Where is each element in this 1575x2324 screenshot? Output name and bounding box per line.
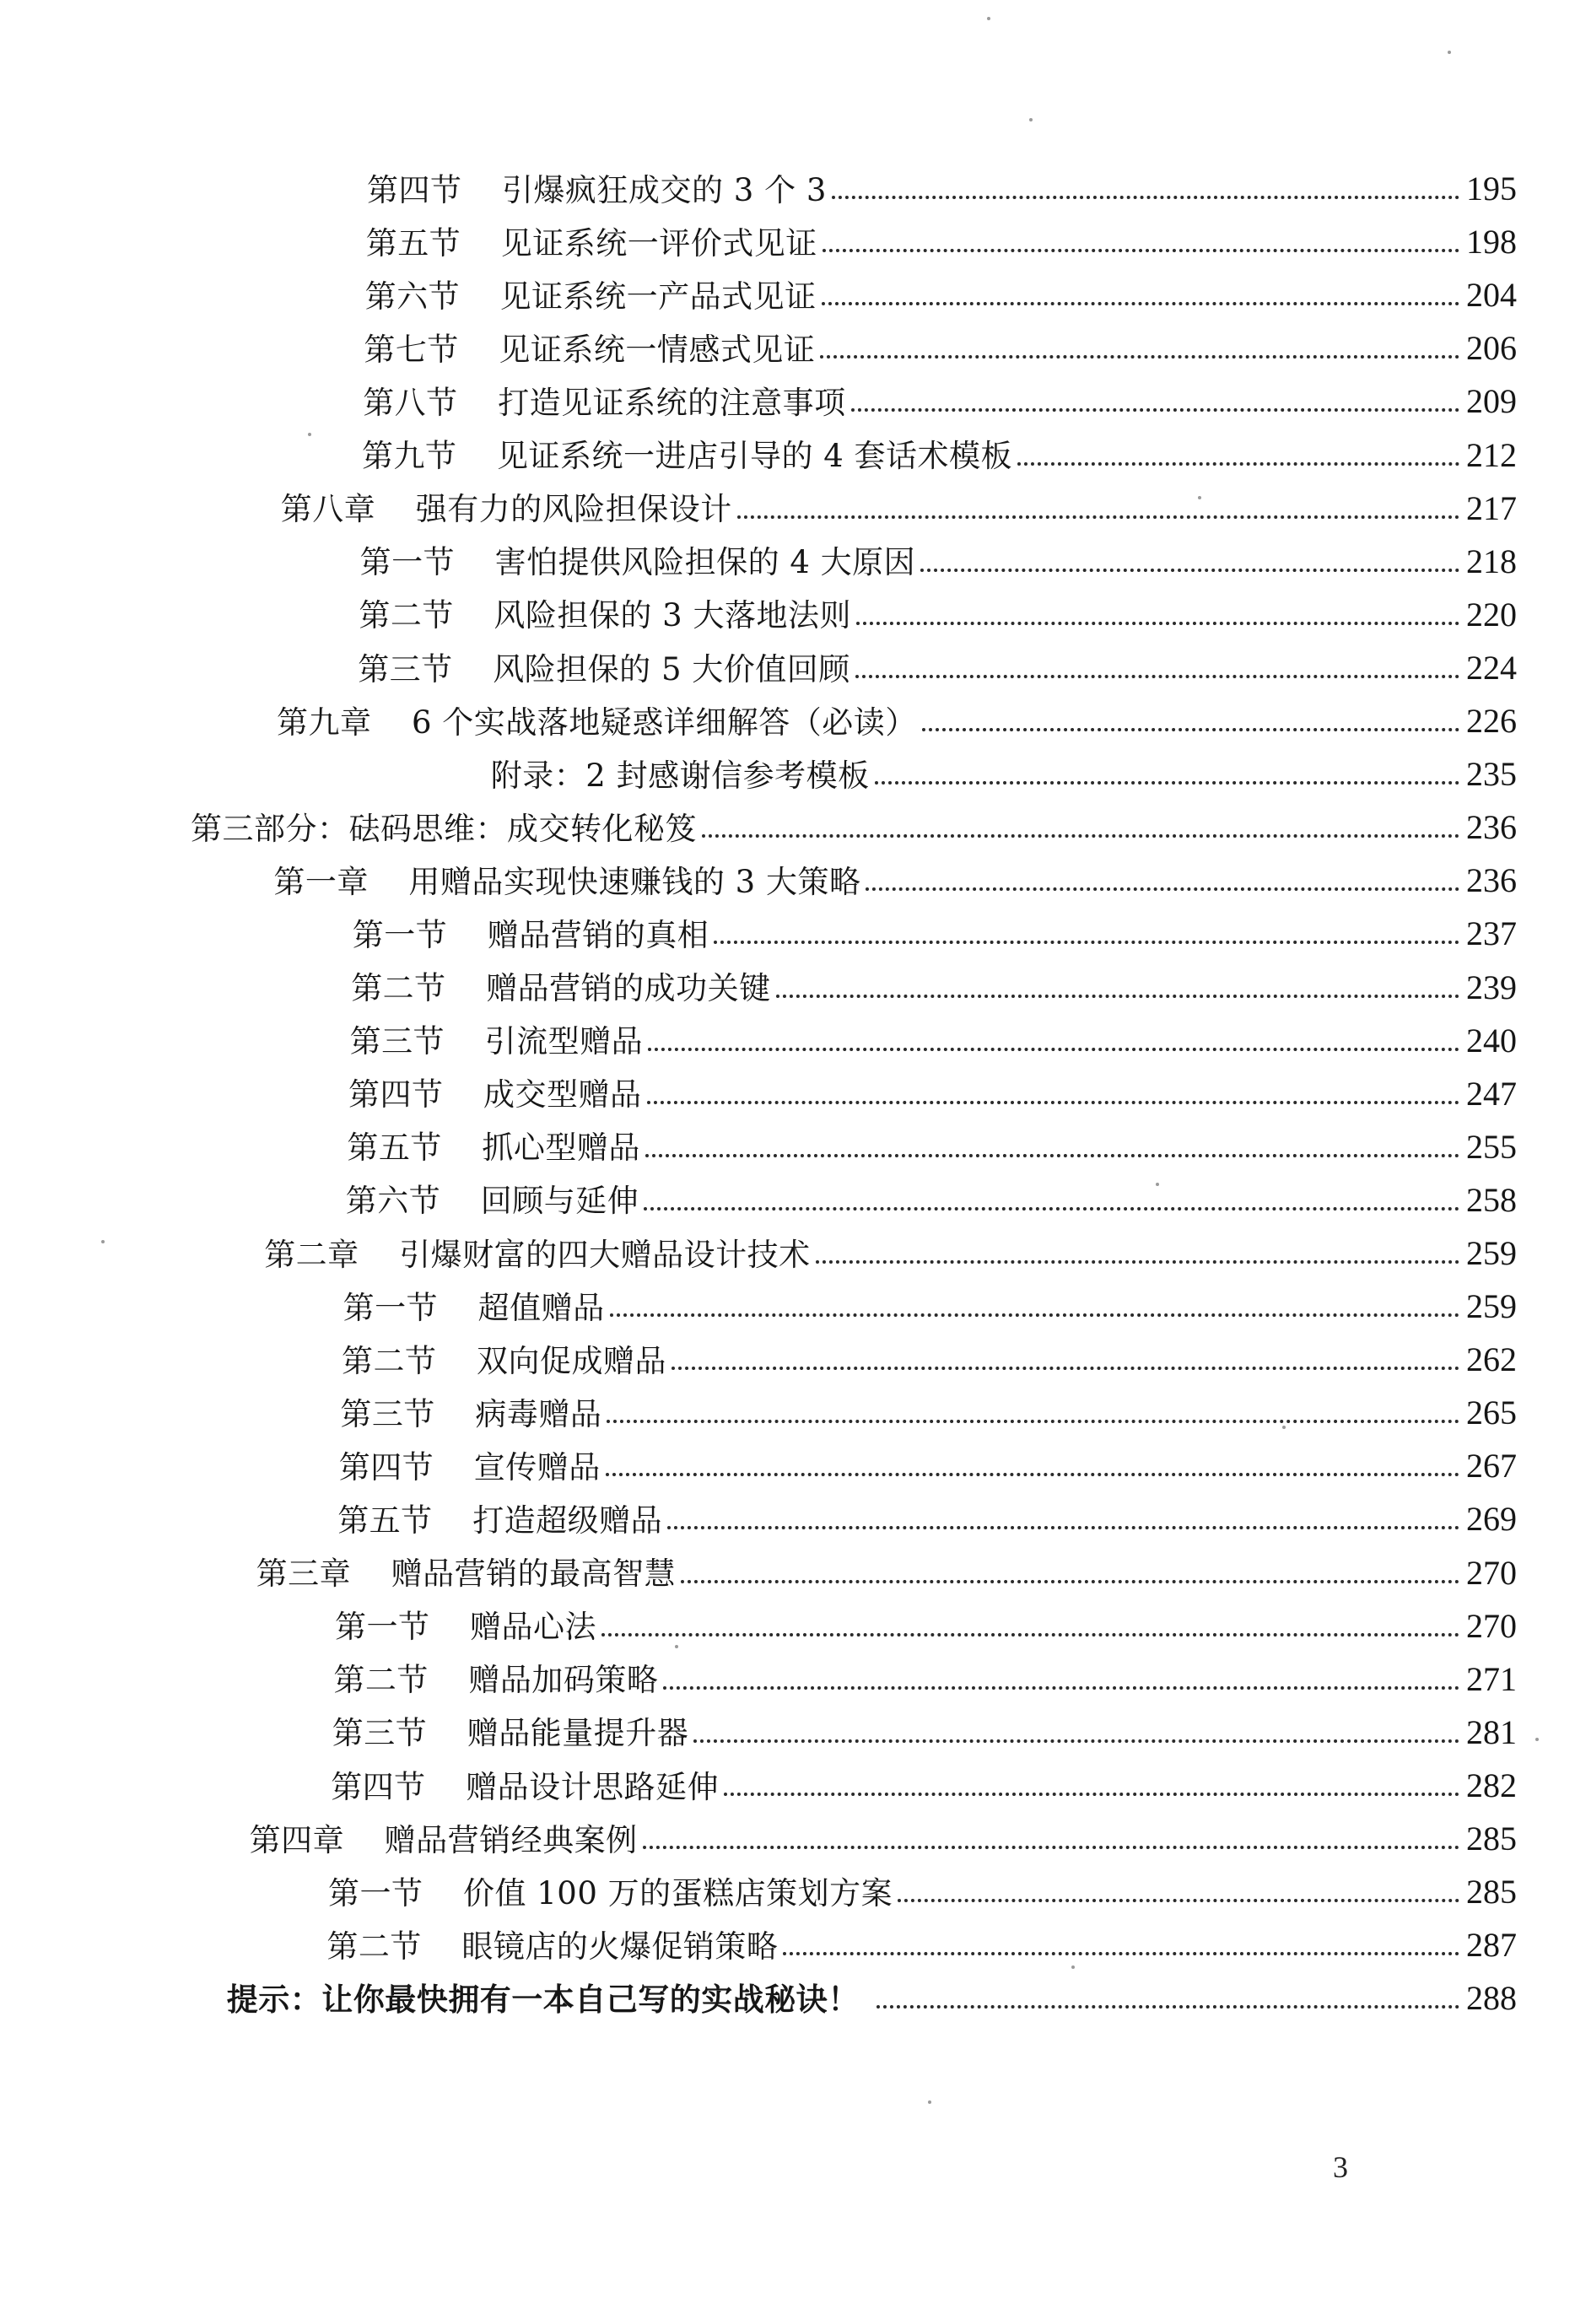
toc-entry-page: 247 — [1466, 1074, 1517, 1113]
toc-entry-label: 第六节 — [345, 1183, 441, 1220]
toc-entry — [0, 529, 1575, 582]
toc-entry — [0, 1806, 1575, 1859]
toc-entry-title: 用赠品实现快速赚钱的 3 大策略 — [408, 863, 861, 900]
toc-entry-label: 第四节 — [331, 1768, 426, 1805]
toc-entry-page: 258 — [1466, 1180, 1517, 1219]
toc-entry — [0, 688, 1575, 741]
scan-speck — [987, 17, 990, 20]
toc-entry — [0, 262, 1575, 315]
toc-entry-title: 附录：2 封感谢信参考模板 — [490, 757, 870, 794]
toc-leader-dots — [898, 1899, 1459, 1902]
toc-leader-dots — [601, 1633, 1459, 1637]
toc-entry — [0, 422, 1575, 475]
toc-entry-title: 害怕提供风险担保的 4 大原因 — [494, 544, 916, 581]
scan-speck — [1029, 118, 1033, 121]
toc-entry-label: 第一节 — [335, 1609, 430, 1646]
toc-leader-dots — [724, 1793, 1459, 1796]
toc-leader-dots — [606, 1473, 1459, 1476]
toc-entry-page: 271 — [1466, 1659, 1517, 1698]
toc-entry-label: 第三节 — [349, 1023, 445, 1060]
toc-entry — [0, 1221, 1575, 1274]
toc-entry — [0, 476, 1575, 529]
toc-leader-dots — [663, 1686, 1459, 1690]
toc-entry-label: 第八章 — [280, 491, 376, 528]
toc-leader-dots — [644, 1207, 1459, 1211]
scan-speck — [1156, 1183, 1159, 1186]
toc-entry-title: 价值 100 万的蛋糕店策划方案 — [463, 1874, 893, 1912]
toc-entry-page: 267 — [1466, 1447, 1517, 1486]
toc-entry-page: 285 — [1466, 1873, 1517, 1912]
toc-entry-label: 第六节 — [364, 278, 461, 315]
toc-leader-dots — [832, 196, 1459, 199]
scan-speck — [928, 2100, 931, 2104]
toc-entry-title: 打造超级赠品 — [472, 1502, 663, 1539]
toc-entry-page: 240 — [1466, 1021, 1517, 1060]
toc-entry-label: 第九章 — [277, 704, 372, 741]
toc-entry-label: 第四节 — [338, 1448, 434, 1486]
toc-entry-title: 赠品营销经典案例 — [384, 1821, 638, 1858]
toc-entry-label: 第四节 — [367, 171, 462, 208]
toc-entry-label: 第四节 — [348, 1076, 444, 1113]
toc-entry-page: 259 — [1466, 1233, 1517, 1272]
toc-entry-title: 超值赠品 — [477, 1289, 605, 1326]
toc-entry-page: 259 — [1466, 1287, 1517, 1326]
toc-entry-title: 眼镜店的火爆促销策略 — [461, 1928, 779, 1965]
toc-entry-page: 285 — [1466, 1820, 1517, 1858]
toc-entry — [0, 1539, 1575, 1593]
toc-entry-page: 212 — [1466, 435, 1517, 474]
toc-entry-label: 第五节 — [337, 1502, 433, 1539]
toc-entry — [0, 1114, 1575, 1167]
toc-entry-label: 第三节 — [332, 1715, 428, 1752]
toc-entry — [0, 1965, 1575, 2019]
toc-entry-page: 282 — [1466, 1766, 1517, 1804]
toc-leader-dots — [681, 1580, 1459, 1583]
toc-leader-dots — [816, 1260, 1459, 1264]
toc-entry — [0, 1859, 1575, 1912]
toc-entry-title: 见证系统一进店引导的 4 套话术模板 — [497, 438, 1013, 475]
toc-entry-title: 见证系统一产品式见证 — [499, 278, 817, 315]
toc-leader-dots — [920, 569, 1459, 572]
toc-leader-dots — [823, 249, 1459, 252]
toc-leader-dots — [607, 1420, 1459, 1423]
toc-entry-label: 第三章 — [256, 1556, 352, 1593]
toc-leader-dots — [647, 1101, 1460, 1104]
scan-speck — [1448, 51, 1451, 54]
toc-entry — [0, 1700, 1575, 1753]
toc-entry-title: 引爆财富的四大赠品设计技术 — [399, 1236, 811, 1273]
toc-entry-page: 288 — [1466, 1979, 1517, 2018]
table-of-contents — [0, 156, 1575, 2019]
toc-entry-page: 255 — [1466, 1127, 1517, 1166]
toc-entry — [0, 1647, 1575, 1700]
toc-entry — [0, 1593, 1575, 1647]
toc-entry — [0, 1061, 1575, 1114]
toc-entry — [0, 848, 1575, 901]
toc-entry-label: 第二节 — [326, 1928, 422, 1965]
toc-entry-title: 见证系统一情感式见证 — [499, 331, 816, 368]
toc-entry-title: 赠品营销的成功关键 — [486, 970, 771, 1007]
toc-leader-dots — [714, 941, 1459, 944]
toc-entry-title: 见证系统一评价式见证 — [500, 224, 817, 262]
toc-leader-dots — [610, 1313, 1459, 1317]
toc-leader-dots — [667, 1526, 1459, 1529]
toc-entry — [0, 795, 1575, 848]
toc-leader-dots — [672, 1367, 1459, 1370]
toc-entry-title: 风险担保的 5 大价值回顾 — [493, 650, 850, 687]
toc-entry-title: 第三部分：砝码思维：成交转化秘笈 — [191, 810, 697, 847]
toc-entry-title: 赠品能量提升器 — [467, 1715, 689, 1752]
toc-leader-dots — [822, 302, 1459, 305]
toc-entry — [0, 1912, 1575, 1965]
toc-entry-label: 第四章 — [249, 1821, 345, 1858]
scan-speck — [1071, 1965, 1075, 1969]
toc-entry-page: 281 — [1466, 1712, 1517, 1751]
toc-entry-label: 第二节 — [342, 1342, 437, 1379]
toc-entry-title: 打造见证系统的注意事项 — [498, 385, 846, 422]
scan-speck — [308, 433, 311, 436]
toc-entry — [0, 315, 1575, 369]
toc-entry-label: 第一节 — [359, 544, 456, 581]
toc-entry-page: 209 — [1466, 382, 1517, 421]
toc-leader-dots — [820, 355, 1459, 359]
toc-entry — [0, 209, 1575, 262]
scan-speck — [1535, 1738, 1539, 1741]
toc-entry-label: 第五节 — [347, 1130, 442, 1167]
toc-entry-page: 226 — [1466, 702, 1517, 741]
toc-leader-dots — [693, 1739, 1459, 1743]
toc-entry-title: 引流型赠品 — [484, 1023, 644, 1060]
toc-entry-title: 成交型赠品 — [483, 1076, 642, 1113]
toc-entry-title: 提示：让你最快拥有一本自己写的实战秘诀！ — [226, 1981, 860, 2018]
toc-entry-page: 217 — [1466, 488, 1517, 527]
toc-entry-page: 262 — [1466, 1340, 1517, 1379]
toc-entry — [0, 1327, 1575, 1380]
toc-entry-title: 强有力的风险担保设计 — [415, 491, 732, 528]
toc-entry-page: 206 — [1466, 329, 1517, 368]
toc-leader-dots — [648, 1048, 1459, 1051]
toc-entry-page: 236 — [1466, 861, 1517, 900]
toc-entry — [0, 741, 1575, 795]
toc-entry — [0, 635, 1575, 688]
toc-leader-dots — [737, 515, 1459, 519]
toc-entry-label: 第二节 — [333, 1662, 429, 1699]
toc-entry-page: 218 — [1466, 542, 1517, 580]
toc-entry-label: 第五节 — [365, 224, 461, 262]
toc-entry-label: 第一章 — [273, 863, 369, 900]
toc-entry-page: 220 — [1466, 595, 1517, 634]
toc-entry-title: 引爆疯狂成交的 3 个 3 — [502, 171, 827, 208]
toc-entry-page: 265 — [1466, 1394, 1517, 1432]
toc-entry-label: 第一节 — [352, 917, 448, 954]
toc-entry — [0, 369, 1575, 422]
toc-entry — [0, 1753, 1575, 1806]
toc-entry-page: 239 — [1466, 968, 1517, 1006]
toc-leader-dots — [875, 781, 1459, 785]
toc-entry-label: 第二节 — [359, 597, 454, 634]
scan-speck — [1282, 1426, 1286, 1429]
toc-entry-title: 赠品加码策略 — [468, 1662, 659, 1699]
toc-entry-title: 赠品营销的最高智慧 — [391, 1556, 677, 1593]
toc-entry-title: 抓心型赠品 — [482, 1130, 640, 1167]
toc-entry-page: 287 — [1466, 1926, 1517, 1965]
toc-entry-label: 第三节 — [358, 650, 453, 687]
toc-entry-page: 236 — [1466, 808, 1517, 847]
toc-entry-label: 第二节 — [351, 970, 446, 1007]
toc-entry-title: 赠品心法 — [470, 1609, 596, 1646]
toc-entry-page: 235 — [1466, 755, 1517, 794]
toc-leader-dots — [643, 1846, 1459, 1849]
toc-entry-title: 回顾与延伸 — [480, 1183, 639, 1220]
toc-entry — [0, 582, 1575, 635]
toc-entry — [0, 1008, 1575, 1061]
toc-entry — [0, 901, 1575, 954]
toc-entry-page: 198 — [1466, 223, 1517, 262]
toc-leader-dots — [783, 1952, 1459, 1955]
toc-entry-page: 270 — [1466, 1553, 1517, 1592]
toc-entry-label: 第七节 — [364, 331, 459, 368]
toc-entry-page: 237 — [1466, 914, 1517, 953]
toc-entry-title: 双向促成赠品 — [477, 1342, 666, 1379]
toc-entry-label: 第二章 — [264, 1236, 359, 1273]
toc-entry-label: 第三节 — [340, 1395, 435, 1432]
toc-leader-dots — [702, 834, 1459, 838]
toc-leader-dots — [851, 408, 1459, 412]
scan-speck — [1198, 496, 1201, 499]
toc-entry-title: 赠品营销的真相 — [487, 917, 709, 954]
toc-entry — [0, 1433, 1575, 1486]
toc-entry-title: 风险担保的 3 大落地法则 — [494, 597, 851, 634]
toc-entry — [0, 1274, 1575, 1327]
toc-leader-dots — [922, 728, 1459, 731]
toc-entry-title: 宣传赠品 — [473, 1448, 601, 1486]
toc-entry — [0, 1167, 1575, 1221]
toc-entry-label: 第九节 — [362, 438, 457, 475]
scan-speck — [101, 1240, 105, 1243]
toc-entry-page: 204 — [1466, 276, 1517, 315]
toc-entry — [0, 156, 1575, 209]
toc-leader-dots — [856, 622, 1459, 625]
toc-entry-page: 270 — [1466, 1606, 1517, 1645]
scan-speck — [675, 1645, 678, 1648]
toc-entry-label: 第一节 — [328, 1874, 423, 1912]
toc-entry-title: 赠品设计思路延伸 — [466, 1768, 720, 1805]
toc-leader-dots — [855, 675, 1459, 678]
page-number: 3 — [1333, 2150, 1348, 2184]
toc-entry — [0, 954, 1575, 1007]
toc-entry-label: 第一节 — [343, 1289, 439, 1326]
toc-entry-page: 224 — [1466, 648, 1517, 687]
toc-entry-title: 病毒赠品 — [475, 1395, 602, 1432]
toc-entry — [0, 1380, 1575, 1433]
toc-leader-dots — [866, 887, 1459, 891]
toc-entry — [0, 1486, 1575, 1539]
toc-leader-dots — [645, 1154, 1459, 1157]
toc-entry-title: 6 个实战落地疑惑详细解答（必读） — [412, 704, 917, 741]
toc-leader-dots — [876, 2005, 1459, 2009]
toc-leader-dots — [1017, 462, 1459, 466]
toc-entry-page: 195 — [1466, 170, 1517, 208]
toc-entry-page: 269 — [1466, 1500, 1517, 1539]
toc-entry-label: 第八节 — [363, 385, 458, 422]
toc-leader-dots — [776, 995, 1459, 998]
